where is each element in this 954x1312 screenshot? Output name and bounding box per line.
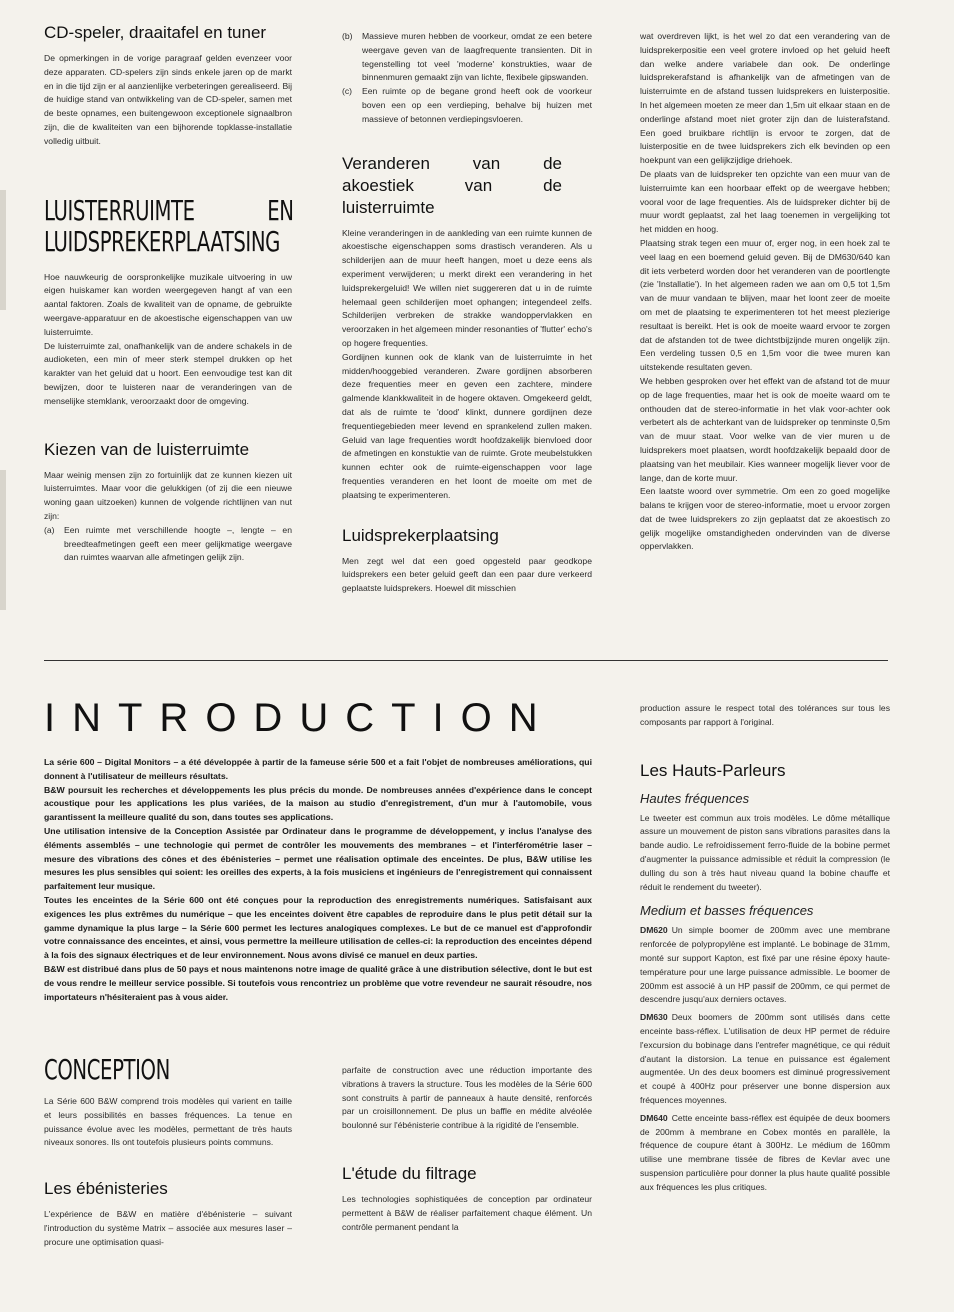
dutch-column-3: [640, 30, 890, 554]
paragraph: La série 600 – Digital Monitors – a été développée à partir de la fameuse série 500 et a fait l'objet de nombreuses améliorations, qui donnent à l'utilisateur de meilleurs résultats.: [44, 757, 592, 781]
paragraph: De plaats van de luidspreker ten opzichte van een muur van de luisterruimte kan een hoorbaar effekt op de weergave hebben; vooral voor de lage frequenties. Als de luidspreker dichter bij de muur wordt geplaatst, zal het laag toenemen in vergelijking tot het midden en hoog.: [640, 168, 890, 235]
heading-luidsprekerplaatsing: Luidsprekerplaatsing: [342, 525, 499, 545]
list-marker: (b): [342, 31, 353, 41]
page-edge-mark: [0, 190, 6, 310]
paragraph: Een laatste woord over symmetrie. Om een zo goed mogelijke balans te krijgen voor de stereo-informatie, moet u ervoor zorgen dat de twee luidsprekers zo zijn geplaatst dat ze akoestisch zo gelijk mogelijke omstandigheden ondervinden van de diverse oppervlakken.: [640, 486, 890, 552]
paragraph: Men zegt wel dat een goed opgesteld paar geodkope luidsprekers een beter geluid geeft dan een paar dure verkeerd geplaatste luidsprekers. Hoewel dit misschien: [342, 555, 592, 594]
paragraph: Maar weinig mensen zijn zo fortuinlijk dat ze kunnen kiezen uit luisterruimtes. Maar voor die gelukkigen (of zij die een nieuwe woning gaan uitzoeken) kunnen de volgende richtlijnen van nut zijn:: [44, 469, 292, 521]
heading-luisterruimte: LUISTERRUIMTE EN LUIDSPREKERPLAATSING: [44, 193, 294, 258]
paragraph: Kleine veranderingen in de aankleding van een ruimte kunnen de akoestische eigenschappen soms drastisch veranderen. Als u schilderijen aan de muur heeft hangen, moet u deze eens als experiment verwijderen; u merkt direkt een verandering in het luidsprekergeluid! We willen niet suggereren dat u in de ruimte helemaal geen schilderijen moet ophangen; integendeel zelfs. Schilderijen verbreken de strakke wandoppervlakken en veroorzaken in het algemeen minder resonanties of 'flutter' echo's op hogere frequenties.: [342, 227, 592, 348]
list-item: [342, 85, 592, 126]
list-item: [44, 524, 292, 565]
paragraph: production assure le respect total des tolérances sur tous les composants par rapport à l'original.: [640, 703, 890, 727]
french-column-1: [44, 1054, 292, 1250]
list-marker: (c): [342, 86, 353, 97]
page-edge-mark: [0, 470, 6, 610]
paragraph: wat overdreven lijkt, is het wel zo dat een verandering van de luidsprekerpositie een veel grotere invloed op het geluid heeft dan welke andere variabele dan ook. De onderlinge luidsprekerafstand is afhankelijk van de afmetingen van de luisterruimte en de afstand tussen luidsprekers en luisterpositie. In het algemeen moeten ze meer dan 1,5m uit elkaar staan en de onderlinge afstand moet niet groter zijn dan de luisterafstand. Een goed bruikbare richtlijn is ervoor te zorgen, dat de luisterpositie en de twee luidsprekers zich elk bevinden op een hoekpunt van een gelijkzijdige driehoek.: [640, 31, 890, 166]
introduction-body: [44, 756, 592, 1004]
paragraph: Plaatsing strak tegen een muur of, erger nog, in een hoek zal te veel laag en een boemend geluid geven. Bij de DM630/640 kan dit iets verbeterd worden door het veranderen van de poortlengte (zie 'Installatie'). In het algemeen raden we aan om 0,5 tot 1,5m van de muur vandaan te blijven, maar het loont zeer de moeite om met de plaatsing te experimenteren tot het meest plezierige resultaat is bereikt. Het is ook de moeite waard ervoor te zorgen dat de afstanden tot de twee dichtstbijzijnde muren ongelijk zijn. Een verdeling tussen 0,5 en 1,5m voor die twee muren kan uitstekende resultaten geven.: [640, 237, 890, 373]
paragraph: La Série 600 B&W comprend trois modèles qui varient en taille et leurs possibilités en basses fréquences. La tenue en puissance évolue avec les modèles, permettant de très hauts niveaux sonores. Ils ont toutefois plusieurs points communs.: [44, 1096, 292, 1148]
paragraph: Toutes les enceintes de la Série 600 ont été conçues pour la reproduction des enregistrements numériques. Satisfaisant aux exigences les plus extrêmes du numérique – que les enceintes doivent être capables de reproduire dans le plus petit détail sur la gamme dynamique la plus large – la Série 600 permet les lectures analogiques complexes. Le but de ce manuel est d'approfondir votre connaissance des enceintes, et ainsi, vous permettre la meilleure utilisation de celles-ci: la reproduction des enceintes dépend à la fois des signaux électriques et de leur environnement. Nous avons divisé ce manuel en deux parties.: [44, 894, 592, 961]
heading-conception: CONCEPTION: [44, 1053, 170, 1086]
heading-akoestiek: Veranderen van de akoestiek van de luisterruimte: [342, 153, 562, 217]
section-divider: [44, 660, 888, 661]
heading-ebenisteries: Les ébénisteries: [44, 1179, 168, 1199]
paragraph: Les technologies sophistiquées de conception par ordinateur permettent à B&W de réaliser parfaitement chaque élément. Un contrôle permanent pendant la: [342, 1193, 592, 1232]
dutch-column-2: [342, 30, 592, 596]
paragraph: Le tweeter est commun aux trois modèles. Le dôme métallique assure un mouvement de piston sans vibrations parasites dans la bande audio. Le refroidissement ferro-fluide de la bobine permet d'augmenter la puissance admissible et réduit la compression (le dulling du son à très haut niveau quand la bobine chauffe et réduit le rendement du tweeter).: [640, 812, 890, 892]
paragraph: Hoe nauwkeurig de oorspronkelijke muzikale uitvoering in uw eigen huiskamer kan worden weergegeven hangt af van een aantal faktoren. Zoals de kwaliteit van de opname, de gebruikte weergave-apparatuur en de akoestische eigenschappen van uw luisterruimte.: [44, 271, 292, 337]
paragraph: Gordijnen kunnen ook de klank van de luisterruimte in het midden/hooggebied veranderen. Zware gordijnen absorberen deze frequenties meer en geven een zachtere, mindere galmende klankkwaliteit in de hogere oktaven. Omgekeerd geldt, dat als de ruimte te 'dood' klinkt, dunnere gordijnen deze frequentiegebieden meer levend en sprankelend zullen maken. Geluid van lage frequenties wordt hoofdzakelijk bienvloed door de afmetingen en konstuktie van de ruimte. Grote meubelstukken kunnen echter ook de ruimte-eigenschappen voor lage frequenties veranderen en het loont de moeite om met de plaatsing te experimenteren.: [342, 351, 592, 500]
paragraph: B&W est distribué dans plus de 50 pays et nous maintenons notre image de qualité grâce à une distribution sélective, dont le but est de vous rendre le meilleur service possible. Si toutefois vous rencontriez un problème que votre revendeur ne saurait résoudre, nos importateurs n'hésiteraient pas à vous aider.: [44, 963, 592, 1002]
paragraph: L'expérience de B&W en matière d'ébénisterie – suivant l'introduction du système Matrix – associée aux mesures laser – procure une optimisation quasi-: [44, 1209, 292, 1247]
list-text: Massieve muren hebben de voorkeur, omdat ze een betere weergave geven van de laagfrequente transienten. Dit in tegenstelling tot veel 'moderne' konstrukties, waar de binnenmuren gemaakt zijn van lichte, flexibele gipswanden.: [362, 31, 592, 83]
paragraph: parfaite de construction avec une réduction importante des vibrations à travers la structure. Tous les modèles de la Série 600 sont construits à partir de panneaux à haute densité, renforcés par un croisillonnement. De plus un baffle en médite alvéolée boulonné sur l'ébénisterie contribue à la rigidité de l'ensemble.: [342, 1065, 592, 1131]
list-item: [342, 30, 592, 85]
model-label: DM630: [640, 1012, 668, 1023]
french-column-2: [342, 1064, 592, 1234]
model-label: DM620: [640, 925, 668, 936]
list-text: Een ruimte op de begane grond heeft ook de voorkeur boven een op een verdieping, behalve bij huizen met massieve of betonnen verdiepingsvloeren.: [362, 86, 592, 124]
model-text: Cette enceinte bass-réflex est équipée de deux boomers de 200mm à membrane en Cobex montés en parallèle, la fréquence de coupure étant à 300Hz. Le médium de 160mm utilise une membrane tissée de fibres de Kevlar avec une suspension particulière pour donner la plus haute qualité possible aux fréquences les plus critiques.: [640, 1112, 890, 1192]
paragraph: De luisterruimte zal, onafhankelijk van de andere schakels in de audioketen, een min of meer sterk stempel drukken op het karakter van het geluid dat u hoort. Een eenvoudige test kan dit bewijzen, door te luisteren naar de veranderingen van de menselijke stemklank, veroorzaakt door de omgeving.: [44, 340, 292, 406]
heading-kiezen: Kiezen van de luisterruimte: [44, 439, 250, 459]
dutch-column-1: [44, 22, 292, 565]
model-text: Un simple boomer de 200mm avec une membrane renforcée de polypropylène est implanté. Le bobinage de 31mm, monté sur support Kapton, est fixé par une résine époxy haute-température pour une large puissance admissible. Le boomer de 200mm est associé à un HP passif de 200mm, ce qui permet de descendre jusqu'aux derniers octaves.: [640, 925, 890, 1005]
paragraph-dm620: [640, 924, 890, 1007]
heading-introduction: INTRODUCTION: [44, 696, 555, 740]
paragraph: De opmerkingen in de vorige paragraaf gelden evenzeer voor deze apparaten. CD-spelers zijn sinds enkele jaren op de markt en in die tijd zijn er al aanzienlijke verbeteringen gerealiseerd. Bij de huidige stand van ontwikkeling van de CD-speler, samen met de beste opnames, een buitengewoon exceptionele signaalbron zijn, die de kwaliteiten van een bijhorende topklasse-installatie volledig uitbuit.: [44, 53, 292, 146]
heading-hauts-parleurs: Les Hauts-Parleurs: [640, 760, 786, 780]
model-label: DM640: [640, 1112, 668, 1123]
list-marker: (a): [44, 524, 55, 535]
paragraph: Une utilisation intensive de la Conception Assistée par Ordinateur dans le programme de développement, y inclus l'analyse des éléments assemblés – une technologie qui permet de contrôler les mouvements des membranes – et l'interférométrie laser – mesure des vibrations des cônes et des ébénisteries – permet une réalisation optimale des enceintes. De plus, B&W utilise les mesures les plus sensibles qui soient: les oreilles des experts, à la fois musiciens et ingénieurs de l'enregistrement qui connaissent parfaitement leur musique.: [44, 825, 592, 892]
paragraph-dm640: [640, 1112, 890, 1195]
paragraph: We hebben gesproken over het effekt van de afstand tot de muur op de lage frequenties, maar het is ook de moeite waard om te onthouden dat de stereo-informatie in het vlak voor-achter ook verbetert als de achterkant van de luidspreker op tenminste 0,5m van de muur staat. Voor welke van de vier muren u de luidsprekers moet plaatsen, wordt hoofdzakelijk bepaald door de plaatsing van het meubilair. Kies wanneer mogelijk liever voor de lange, dan de korte muur.: [640, 375, 890, 483]
heading-cd-speler: CD-speler, draaitafel en tuner: [44, 23, 267, 42]
model-text: Deux boomers de 200mm sont utilisés dans cette enceinte bass-réflex. L'utilisation de deux HP permet de réduire l'excursion du bobinage dans l'entrefer magnétique, ce qui réduit d'autant la distorsion. La tenue en puissance est également augmentée. Un des deux boomers est diminué progressivement et coupé à 400Hz pour préserver une bonne dispersion aux fréquences moyennes.: [640, 1012, 890, 1105]
french-column-3: [640, 702, 890, 1195]
paragraph: B&W poursuit les recherches et développements les plus précis du monde. De nombreuses années d'expérience dans le concept acoustique pour les applications les plus variées, de la maison au studio d'enregistrement, d'un mur à l'automobile, vous garantissent la meilleure qualité du son, dans toutes ses applications.: [44, 784, 592, 823]
paragraph-dm630: [640, 1011, 890, 1108]
heading-medium-basses: Medium et basses fréquences: [640, 903, 814, 919]
heading-hautes-frequences: Hautes fréquences: [640, 790, 750, 806]
heading-filtrage: L'étude du filtrage: [342, 1163, 477, 1183]
list-text: Een ruimte met verschillende hoogte –, lengte – en breedteafmetingen geeft een meer gelijkmatige weergave dan ruimtes waarvan alle afmetingen gelijk zijn.: [64, 524, 292, 563]
